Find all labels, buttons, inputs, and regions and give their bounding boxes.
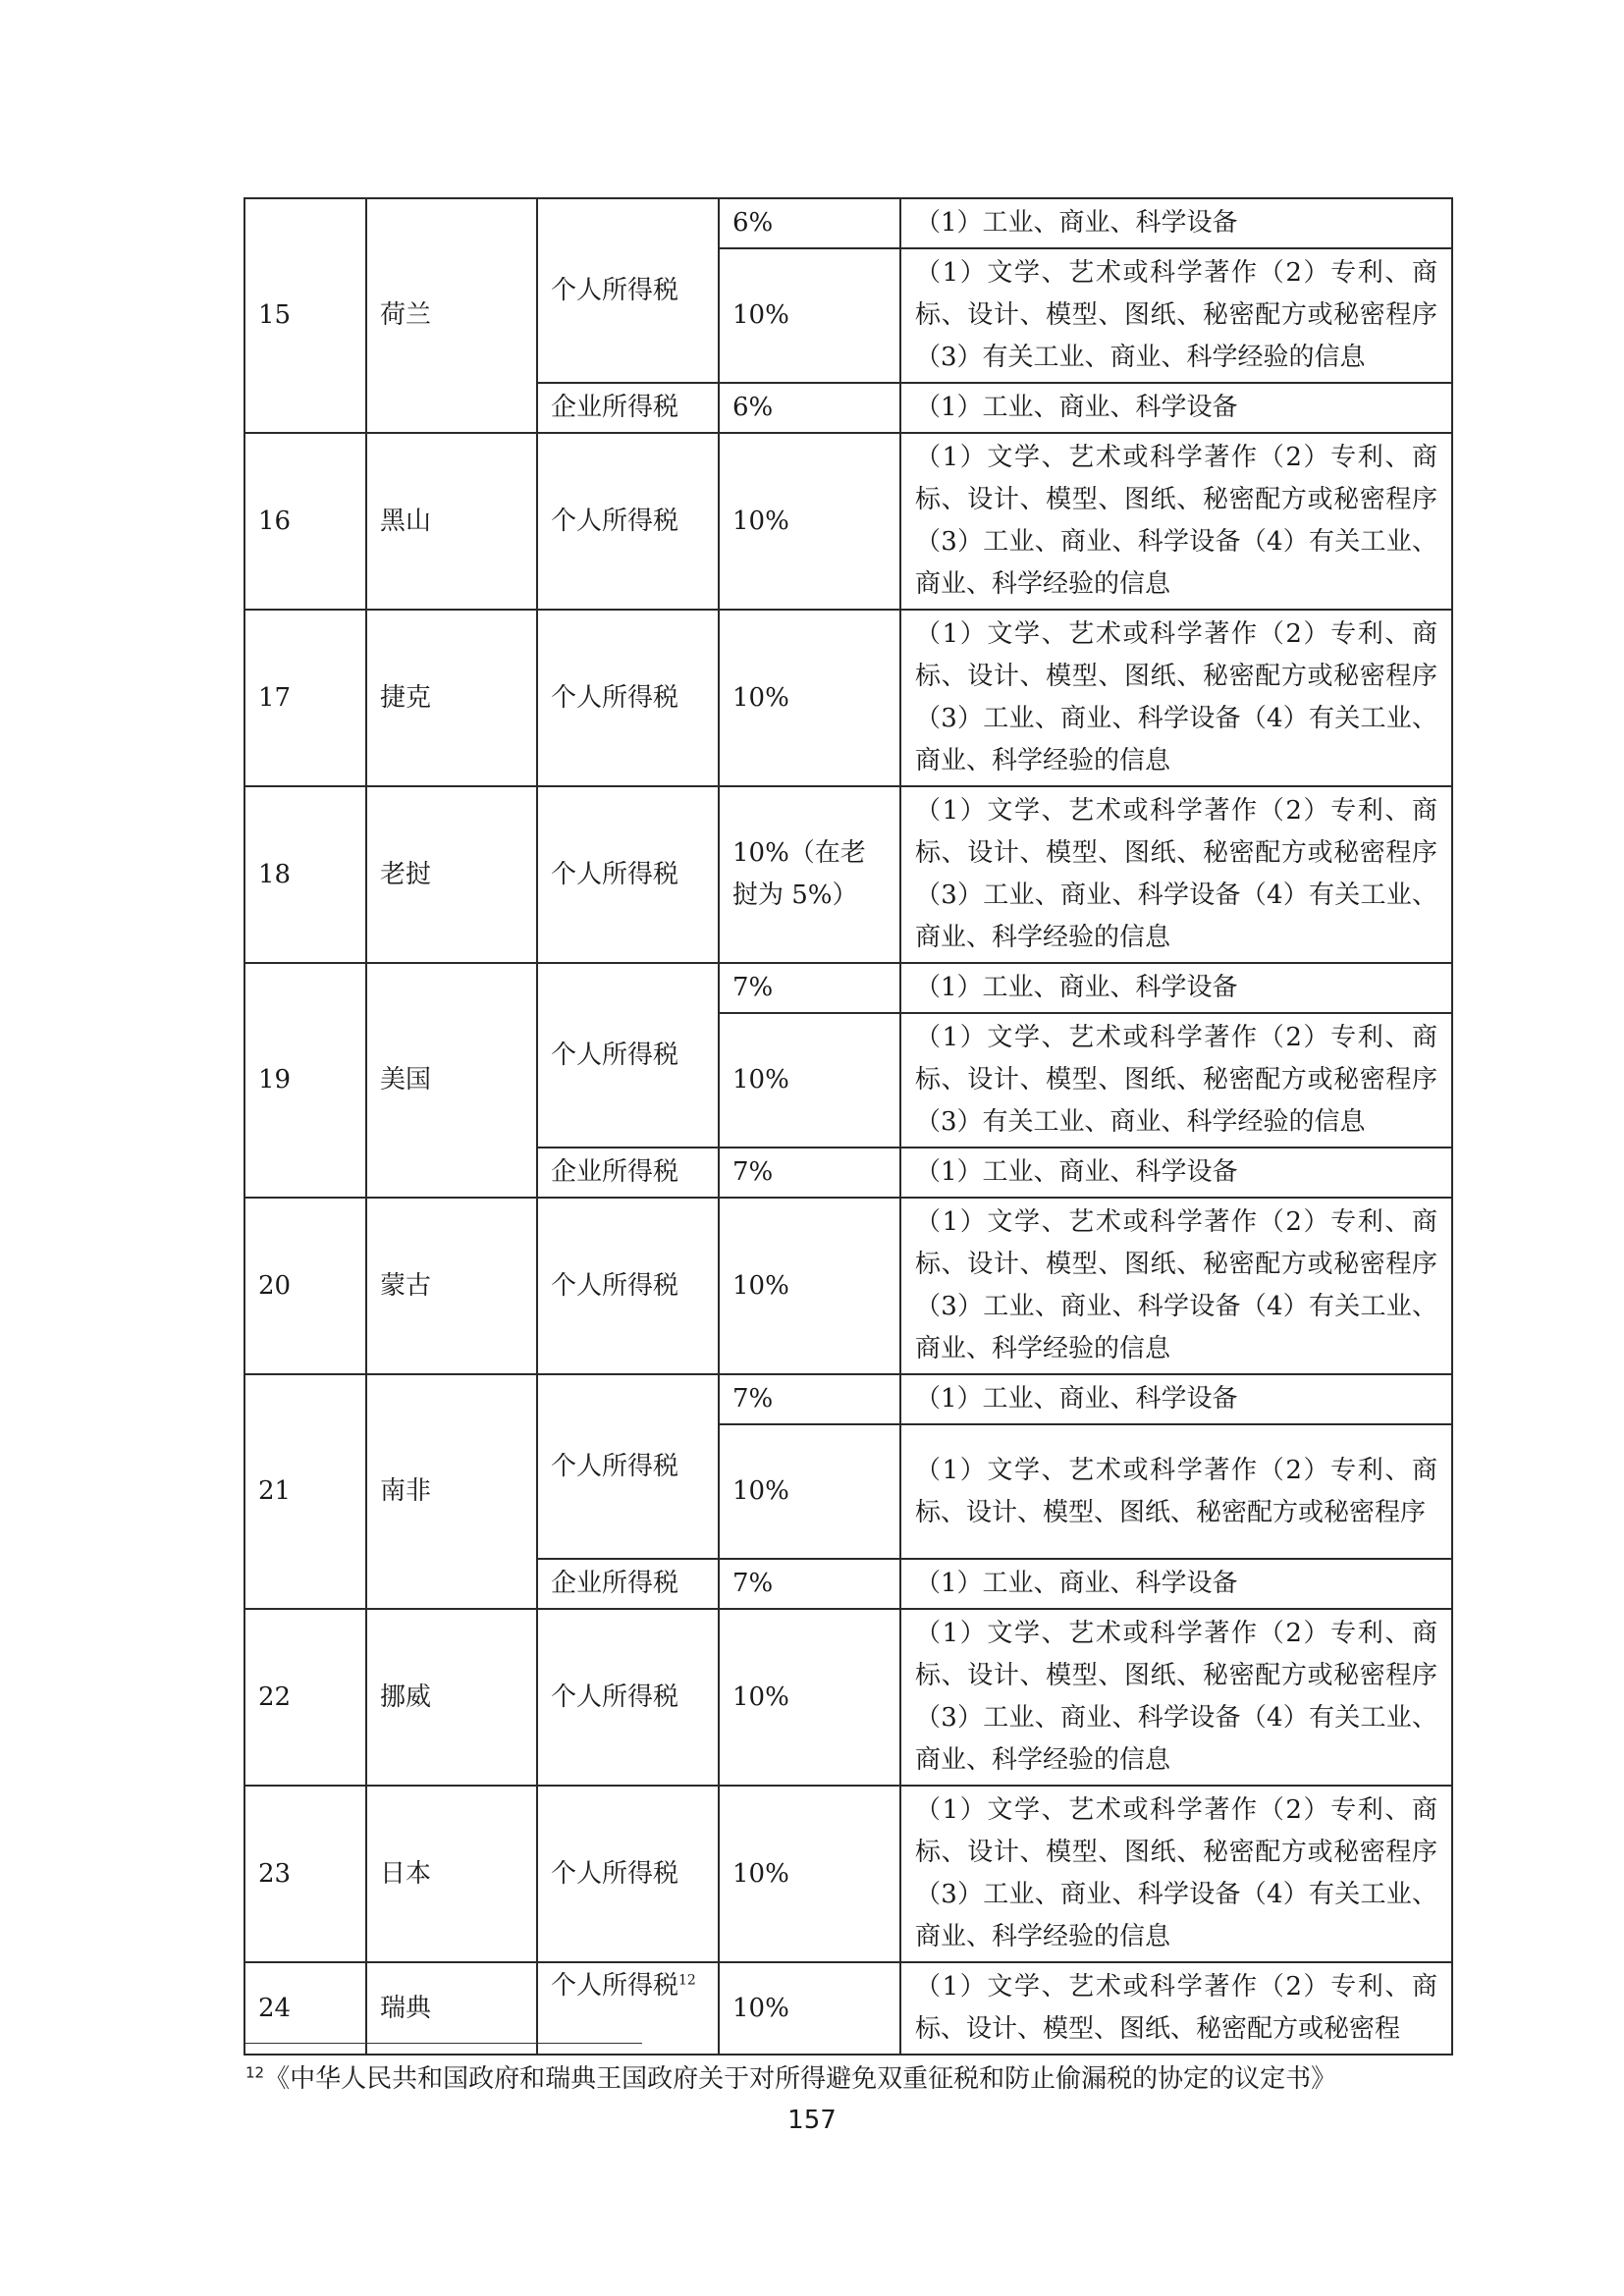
tax-rate: 10% — [719, 1013, 900, 1148]
tax-rate: 7% — [719, 1374, 900, 1424]
table-row — [244, 1198, 1452, 1374]
row-number: 21 — [244, 1374, 366, 1609]
tax-type: 个人所得税 — [537, 1198, 719, 1374]
row-number: 17 — [244, 610, 366, 786]
royalty-items: （1）文学、艺术或科学著作（2）专利、商标、设计、模型、图纸、秘密配方或秘密程序（3）工业、商业、科学设备（4）有关工业、商业、科学经验的信息 — [900, 1609, 1452, 1786]
table-row — [244, 786, 1452, 963]
royalty-items: （1）工业、商业、科学设备 — [900, 383, 1452, 433]
table-row — [244, 1962, 1452, 2055]
tax-type: 个人所得税 — [537, 1609, 719, 1786]
tax-rate: 10% — [719, 1198, 900, 1374]
row-number: 24 — [244, 1962, 366, 2055]
tax-rate: 6% — [719, 383, 900, 433]
tax-rate: 10% — [719, 248, 900, 383]
tax-rate: 6% — [719, 198, 900, 248]
table-row — [244, 433, 1452, 610]
country-name: 瑞典 — [366, 1962, 537, 2055]
tax-type: 个人所得税 — [537, 610, 719, 786]
table-row — [244, 963, 1452, 1013]
royalty-items: （1）文学、艺术或科学著作（2）专利、商标、设计、模型、图纸、秘密配方或秘密程序（3）工业、商业、科学设备（4）有关工业、商业、科学经验的信息 — [900, 786, 1452, 963]
tax-type: 个人所得税 — [537, 963, 719, 1148]
tax-rate: 10% — [719, 1609, 900, 1786]
footnote-divider — [245, 2043, 642, 2044]
country-name: 捷克 — [366, 610, 537, 786]
tax-type: 个人所得税 — [537, 198, 719, 383]
table-row — [244, 610, 1452, 786]
footnote-text: 《中华人民共和国政府和瑞典王国政府关于对所得避免双重征税和防止偷漏税的协定的议定书》 — [264, 2064, 1337, 2094]
country-name: 挪威 — [366, 1609, 537, 1786]
country-name: 蒙古 — [366, 1198, 537, 1374]
tax-rate: 10% — [719, 1786, 900, 1962]
royalty-items: （1）文学、艺术或科学著作（2）专利、商标、设计、模型、图纸、秘密配方或秘密程 — [900, 1962, 1452, 2055]
royalty-items: （1）文学、艺术或科学著作（2）专利、商标、设计、模型、图纸、秘密配方或秘密程序 — [900, 1424, 1452, 1559]
tax-type: 个人所得税 — [537, 433, 719, 610]
tax-type: 企业所得税 — [537, 383, 719, 433]
tax-type: 个人所得税 — [537, 786, 719, 963]
row-number: 16 — [244, 433, 366, 610]
page-number: 157 — [787, 2106, 837, 2135]
tax-rate: 10% — [719, 1962, 900, 2055]
tax-treaty-table — [244, 197, 1453, 2056]
tax-type-cell — [537, 1962, 719, 2055]
tax-type: 企业所得税 — [537, 1559, 719, 1609]
country-name: 美国 — [366, 963, 537, 1198]
country-name: 老挝 — [366, 786, 537, 963]
tax-type: 企业所得税 — [537, 1148, 719, 1198]
table-row — [244, 1786, 1452, 1962]
royalty-items: （1）工业、商业、科学设备 — [900, 1559, 1452, 1609]
table-row — [244, 198, 1452, 248]
royalty-items: （1）文学、艺术或科学著作（2）专利、商标、设计、模型、图纸、秘密配方或秘密程序（3）工业、商业、科学设备（4）有关工业、商业、科学经验的信息 — [900, 1786, 1452, 1962]
footnote — [245, 2062, 1424, 2096]
royalty-items: （1）工业、商业、科学设备 — [900, 1374, 1452, 1424]
country-name: 黑山 — [366, 433, 537, 610]
tax-rate: 10% — [719, 610, 900, 786]
row-number: 20 — [244, 1198, 366, 1374]
table-row — [244, 1374, 1452, 1424]
royalty-items: （1）文学、艺术或科学著作（2）专利、商标、设计、模型、图纸、秘密配方或秘密程序（3）有关工业、商业、科学经验的信息 — [900, 1013, 1452, 1148]
table-row — [244, 1609, 1452, 1786]
country-name: 荷兰 — [366, 198, 537, 433]
footnote-ref[interactable]: 12 — [678, 1972, 696, 1989]
country-name: 南非 — [366, 1374, 537, 1609]
tax-rate: 7% — [719, 1148, 900, 1198]
row-number: 15 — [244, 198, 366, 433]
country-name: 日本 — [366, 1786, 537, 1962]
royalty-items: （1）文学、艺术或科学著作（2）专利、商标、设计、模型、图纸、秘密配方或秘密程序（3）工业、商业、科学设备（4）有关工业、商业、科学经验的信息 — [900, 1198, 1452, 1374]
tax-rate: 10%（在老挝为 5%） — [719, 786, 900, 963]
royalty-items: （1）工业、商业、科学设备 — [900, 198, 1452, 248]
row-number: 18 — [244, 786, 366, 963]
row-number: 22 — [244, 1609, 366, 1786]
tax-type: 个人所得税 — [551, 1971, 679, 2001]
tax-rate: 10% — [719, 433, 900, 610]
tax-rate: 7% — [719, 1559, 900, 1609]
footnote-number: 12 — [245, 2063, 265, 2082]
tax-type: 个人所得税 — [537, 1786, 719, 1962]
row-number: 23 — [244, 1786, 366, 1962]
tax-rate: 10% — [719, 1424, 900, 1559]
royalty-items: （1）文学、艺术或科学著作（2）专利、商标、设计、模型、图纸、秘密配方或秘密程序（3）有关工业、商业、科学经验的信息 — [900, 248, 1452, 383]
tax-type: 个人所得税 — [537, 1374, 719, 1559]
tax-rate: 7% — [719, 963, 900, 1013]
royalty-items: （1）文学、艺术或科学著作（2）专利、商标、设计、模型、图纸、秘密配方或秘密程序（3）工业、商业、科学设备（4）有关工业、商业、科学经验的信息 — [900, 433, 1452, 610]
row-number: 19 — [244, 963, 366, 1198]
royalty-items: （1）工业、商业、科学设备 — [900, 1148, 1452, 1198]
royalty-items: （1）文学、艺术或科学著作（2）专利、商标、设计、模型、图纸、秘密配方或秘密程序（3）工业、商业、科学设备（4）有关工业、商业、科学经验的信息 — [900, 610, 1452, 786]
royalty-items: （1）工业、商业、科学设备 — [900, 963, 1452, 1013]
